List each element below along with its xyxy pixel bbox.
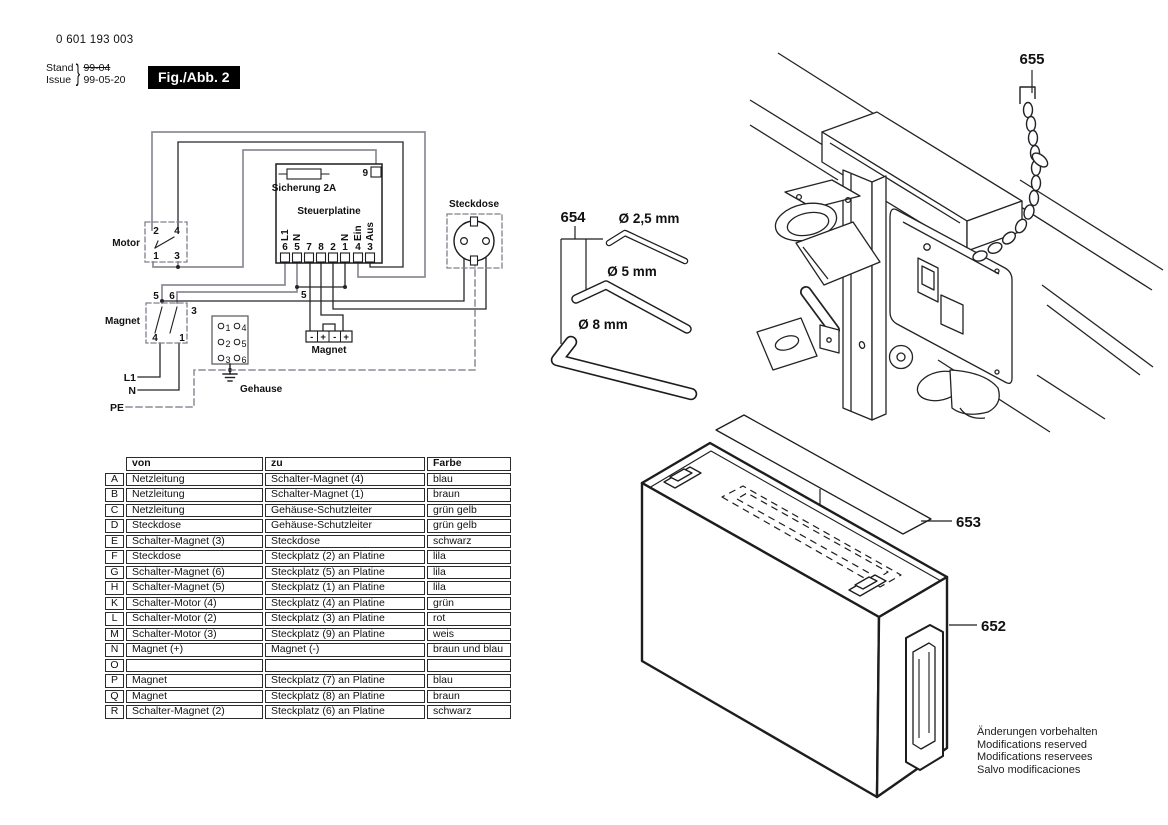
part-number: 0 601 193 003 [56,34,134,46]
svg-text:3: 3 [367,242,373,253]
notice-line-fr: Modifications reservees [977,751,1093,764]
svg-text:6: 6 [169,291,175,302]
svg-text:Ein: Ein [353,225,364,241]
magnet-block-label: Magnet [311,345,347,356]
table-row: M Schalter-Motor (3) Steckplatz (9) an Platine weis [105,628,511,642]
socket-label: Steckdose [448,199,500,210]
svg-text:5: 5 [294,242,300,253]
svg-text:3: 3 [174,251,180,262]
table-row: L Schalter-Motor (2) Steckplatz (3) an Platine rot [105,612,511,626]
l1-label: L1 [123,372,136,384]
issue-label: Issue [46,74,72,86]
case-drawing [642,415,1006,797]
header-farbe: Farbe [427,457,511,471]
junction-dots [160,265,347,372]
hex-key-2-5mm [609,233,685,261]
svg-text:8: 8 [318,242,324,253]
table-row: C Netzleitung Gehäuse-Schutzleiter grün gelb [105,504,511,518]
table-row: D Steckdose Gehäuse-Schutzleiter grün gelb [105,519,511,533]
svg-text:2: 2 [330,242,336,253]
ground-symbol [223,364,237,381]
wiring-table [103,455,513,721]
svg-text:1: 1 [179,333,185,344]
fuse-symbol [279,169,329,179]
board-label: Steuerplatine [297,206,361,217]
issue-date: 99-05-20 [83,74,126,86]
stand-issue-block [46,62,126,86]
svg-text:-: - [310,332,314,343]
svg-text:6: 6 [282,242,288,253]
svg-text:4: 4 [355,242,361,253]
table-row: F Steckdose Steckplatz (2) an Platine lila [105,550,511,564]
control-board [272,164,382,263]
table-row: B Netzleitung Schalter-Magnet (1) braun [105,488,511,502]
modifications-notice [977,726,1097,776]
notice-line-de: Änderungen vorbehalten [977,726,1098,738]
case-body [642,443,947,797]
header-von: von [126,457,263,471]
pe-label: PE [109,402,124,414]
svg-text:5: 5 [153,291,159,302]
svg-text:3: 3 [191,306,197,317]
hex-size-8-label: Ø 8 mm [578,317,628,332]
motor-label: Motor [112,238,140,249]
wiring-diagram [105,132,502,414]
svg-text:N: N [292,233,303,241]
svg-text:4: 4 [241,323,247,333]
table-row: R Schalter-Magnet (2) Steckplatz (6) an Platine schwarz [105,705,511,719]
ground-label: Gehause [240,384,283,395]
notice-line-en: Modifications reserved [977,738,1088,751]
brace-glyph: } [76,60,81,87]
terminal-9-square [371,167,381,177]
svg-text:2: 2 [153,226,159,237]
svg-text:3: 3 [225,355,231,365]
svg-text:1: 1 [342,242,348,253]
hex-size-5-label: Ø 5 mm [607,264,657,279]
case-handle [906,625,943,770]
hex-key-8mm [557,342,691,394]
n-label: N [128,385,136,397]
motor-switch [112,222,187,262]
lever [806,292,834,330]
terminal-9-label: 9 [362,168,368,179]
header-zu: zu [265,457,425,471]
svg-text:4: 4 [174,226,180,237]
svg-text:+: + [343,332,349,343]
hex-size-2-5-label: Ø 2,5 mm [618,211,680,226]
magnet-switch-label: Magnet [105,316,140,327]
svg-text:N: N [340,233,351,241]
fuse-label: Sicherung 2A [271,183,337,194]
column [843,170,886,420]
assembly-drawing [750,51,1163,432]
magnet-switch [105,291,197,344]
svg-text:1: 1 [153,251,159,262]
table-row: P Magnet Steckplatz (7) an Platine blau [105,674,511,688]
svg-text:-: - [333,332,337,343]
svg-text:1: 1 [225,323,231,333]
part-653-label: 653 [956,514,982,531]
svg-text:+: + [320,332,326,343]
table-row: H Schalter-Magnet (5) Steckplatz (1) an Platine lila [105,581,511,595]
svg-text:7: 7 [306,242,312,253]
svg-text:6: 6 [241,355,247,365]
svg-text:Aus: Aus [365,222,376,241]
svg-text:L1: L1 [280,229,291,241]
table-row: N Magnet (+) Magnet (-) braun und blau [105,643,511,657]
part-655-label: 655 [1019,51,1045,68]
table-row: G Schalter-Magnet (6) Steckplatz (5) an Platine lila [105,566,511,580]
hex-keys-drawing [557,209,691,394]
magnet-terminal-block [306,331,352,356]
socket-symbol [447,199,502,268]
table-row: Q Magnet Steckplatz (8) an Platine braun [105,690,511,704]
notice-line-es: Salvo modificaciones [977,763,1081,776]
table-row: K Schalter-Motor (4) Steckplatz (4) an Platine grün [105,597,511,611]
part-654-label: 654 [560,209,586,226]
stand-label: Stand [46,62,74,74]
table-row: O [105,659,511,673]
part-652-label: 652 [981,618,1007,635]
svg-text:5: 5 [241,339,247,349]
wire-number-label: 5 [301,290,307,301]
table-row: A Netzleitung Schalter-Magnet (4) blau [105,473,511,487]
svg-text:4: 4 [152,333,158,344]
figure-label: Fig./Abb. 2 [148,66,240,89]
old-issue-date: 99-04 [83,62,111,74]
table-row: E Schalter-Magnet (3) Steckdose schwarz [105,535,511,549]
table-header-row [105,457,511,471]
svg-text:2: 2 [225,339,231,349]
connector-block [212,316,248,365]
